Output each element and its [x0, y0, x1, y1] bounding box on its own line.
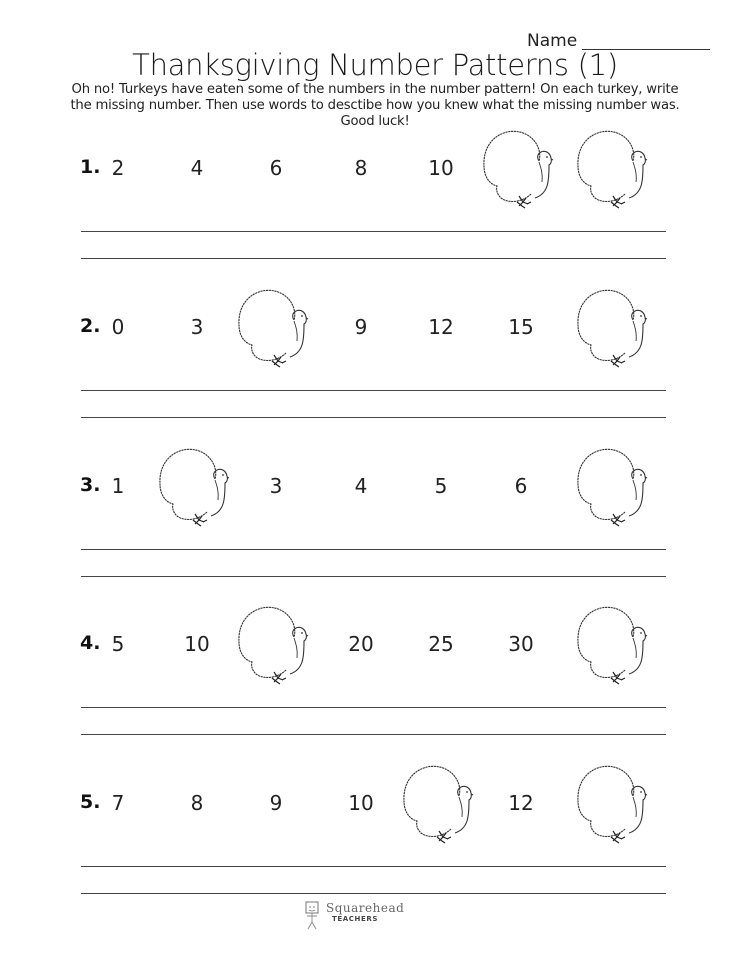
- pattern-number: 9: [354, 315, 368, 339]
- answer-writing-line[interactable]: [81, 417, 666, 418]
- problem-number: 1.: [80, 156, 101, 178]
- answer-writing-line[interactable]: [81, 893, 666, 894]
- pattern-number: 5: [434, 474, 448, 498]
- pattern-number: 30: [508, 632, 534, 656]
- turkey-answer-blank[interactable]: [234, 604, 314, 688]
- answer-writing-line[interactable]: [81, 258, 666, 259]
- pattern-number: 10: [428, 156, 454, 180]
- pattern-number: 9: [269, 791, 283, 815]
- instructions: Oh no! Turkeys have eaten some of the numbers in the number pattern! On each turkey, write the missing number. Then use words to desctibe how you knew what the missing number was. Good luck!: [70, 82, 680, 129]
- pattern-number: 8: [354, 156, 368, 180]
- squarehead-figure-icon: [302, 900, 324, 930]
- logo-text-teachers: TEACHERS: [332, 915, 378, 923]
- pattern-number: 4: [354, 474, 368, 498]
- pattern-number: 8: [190, 791, 204, 815]
- problem-number: 3.: [80, 474, 101, 496]
- page-title: Thanksgiving Number Patterns (1): [132, 48, 618, 82]
- answer-writing-line[interactable]: [81, 390, 666, 391]
- pattern-number: 1: [111, 474, 125, 498]
- turkey-answer-blank[interactable]: [479, 128, 559, 212]
- pattern-number: 20: [348, 632, 374, 656]
- pattern-number: 3: [269, 474, 283, 498]
- pattern-number: 4: [190, 156, 204, 180]
- answer-writing-line[interactable]: [81, 549, 666, 550]
- pattern-number: 10: [184, 632, 210, 656]
- pattern-number: 0: [111, 315, 125, 339]
- turkey-answer-blank[interactable]: [573, 446, 653, 530]
- turkey-answer-blank[interactable]: [573, 763, 653, 847]
- turkey-answer-blank[interactable]: [573, 128, 653, 212]
- problem-number: 5.: [80, 791, 101, 813]
- turkey-answer-blank[interactable]: [155, 446, 235, 530]
- pattern-number: 25: [428, 632, 454, 656]
- name-label: Name: [527, 31, 578, 51]
- pattern-number: 12: [508, 791, 534, 815]
- logo-text-squarehead: Squarehead: [326, 901, 405, 915]
- squarehead-teachers-logo: [300, 900, 405, 930]
- answer-writing-line[interactable]: [81, 231, 666, 232]
- pattern-number: 3: [190, 315, 204, 339]
- problem-number: 2.: [80, 315, 101, 337]
- answer-writing-line[interactable]: [81, 707, 666, 708]
- answer-writing-line[interactable]: [81, 866, 666, 867]
- answer-writing-line[interactable]: [81, 734, 666, 735]
- turkey-answer-blank[interactable]: [573, 604, 653, 688]
- pattern-number: 2: [111, 156, 125, 180]
- problem-number: 4.: [80, 632, 101, 654]
- pattern-number: 6: [269, 156, 283, 180]
- pattern-number: 10: [348, 791, 374, 815]
- pattern-number: 7: [111, 791, 125, 815]
- pattern-number: 5: [111, 632, 125, 656]
- answer-writing-line[interactable]: [81, 576, 666, 577]
- turkey-answer-blank[interactable]: [234, 287, 314, 371]
- pattern-number: 15: [508, 315, 534, 339]
- turkey-answer-blank[interactable]: [573, 287, 653, 371]
- pattern-number: 12: [428, 315, 454, 339]
- turkey-answer-blank[interactable]: [399, 763, 479, 847]
- pattern-number: 6: [514, 474, 528, 498]
